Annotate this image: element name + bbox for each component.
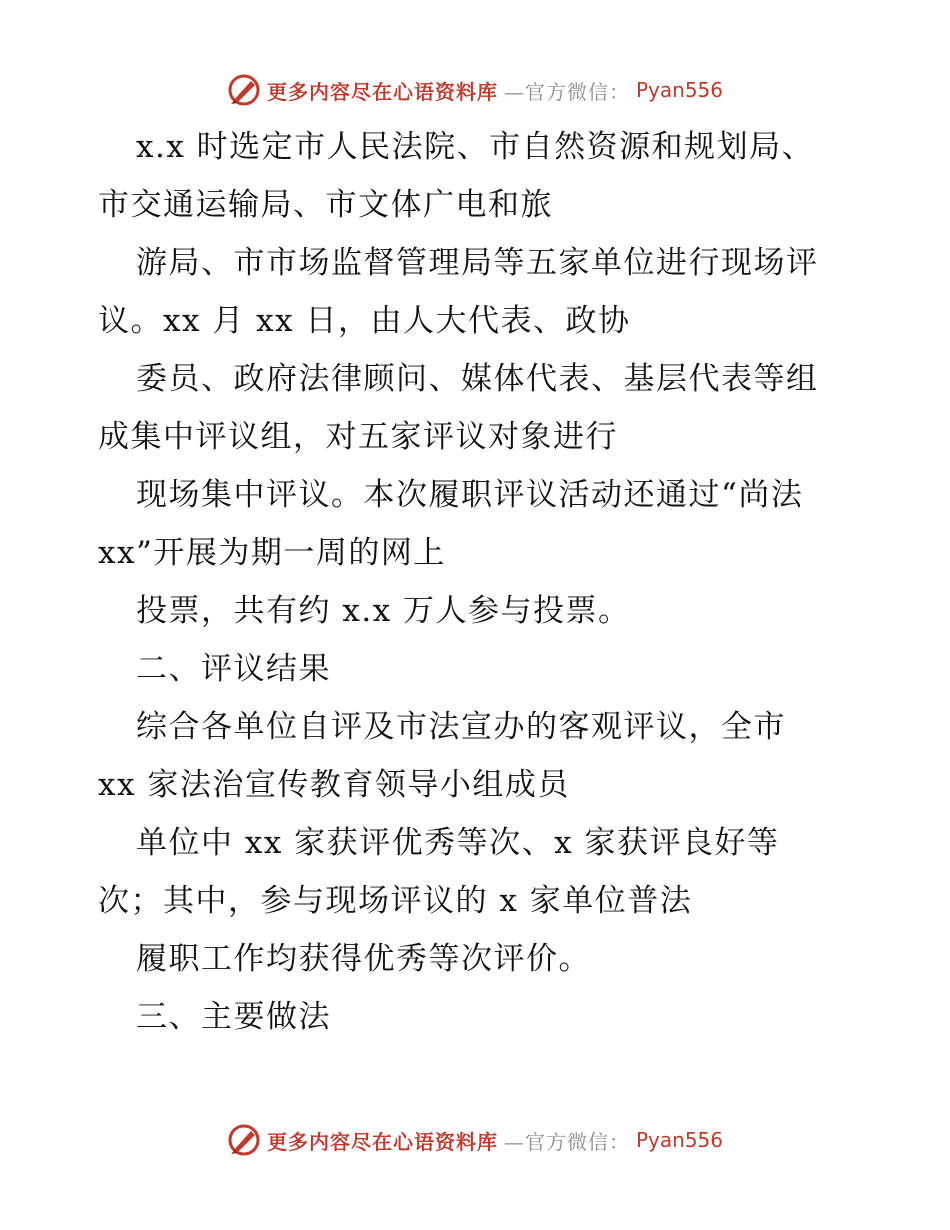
text-line: 现场集中评议。本次履职评议活动还通过“尚法 bbox=[136, 477, 804, 513]
text-line: 议。xx 月 xx 日，由人大代表、政协 bbox=[98, 303, 631, 339]
text-line: xx 家法治宣传教育领导小组成员 bbox=[98, 767, 570, 803]
text-line: 次；其中，参与现场评议的 x 家单位普法 bbox=[98, 883, 693, 919]
text-line: 委员、政府法律顾问、媒体代表、基层代表等组 bbox=[136, 361, 819, 397]
section-heading: 三、主要做法 bbox=[136, 999, 331, 1035]
pen-logo-icon bbox=[227, 73, 261, 107]
document-body bbox=[98, 118, 858, 1046]
pen-logo-icon bbox=[227, 1123, 261, 1157]
banner-wechat-id: Pyan556 bbox=[635, 1128, 723, 1152]
banner-title: 更多内容尽在心语资料库 bbox=[266, 79, 498, 104]
section-heading: 二、评议结果 bbox=[136, 651, 331, 687]
text-line: 投票，共有约 x.x 万人参与投票。 bbox=[136, 593, 631, 629]
banner-wechat-label: —官方微信： bbox=[503, 79, 630, 104]
text-line: xx”开展为期一周的网上 bbox=[98, 535, 446, 571]
text-line: 成集中评议组，对五家评议对象进行 bbox=[98, 419, 618, 455]
banner-title: 更多内容尽在心语资料库 bbox=[266, 1129, 498, 1154]
banner-wechat-id: Pyan556 bbox=[635, 78, 723, 102]
text-line: 游局、市市场监督管理局等五家单位进行现场评 bbox=[136, 245, 819, 281]
footer-watermark bbox=[0, 1120, 950, 1160]
text-line: x.x 时选定市人民法院、市自然资源和规划局、 bbox=[136, 129, 815, 165]
banner-wechat-label: —官方微信： bbox=[503, 1129, 630, 1154]
text-line: 综合各单位自评及市法宣办的客观评议，全市 bbox=[136, 709, 786, 745]
text-line: 履职工作均获得优秀等次评价。 bbox=[136, 941, 591, 977]
text-line: 市交通运输局、市文体广电和旅 bbox=[98, 187, 553, 223]
text-line: 单位中 xx 家获评优秀等次、x 家获评良好等 bbox=[136, 825, 780, 861]
header-watermark bbox=[0, 70, 950, 110]
